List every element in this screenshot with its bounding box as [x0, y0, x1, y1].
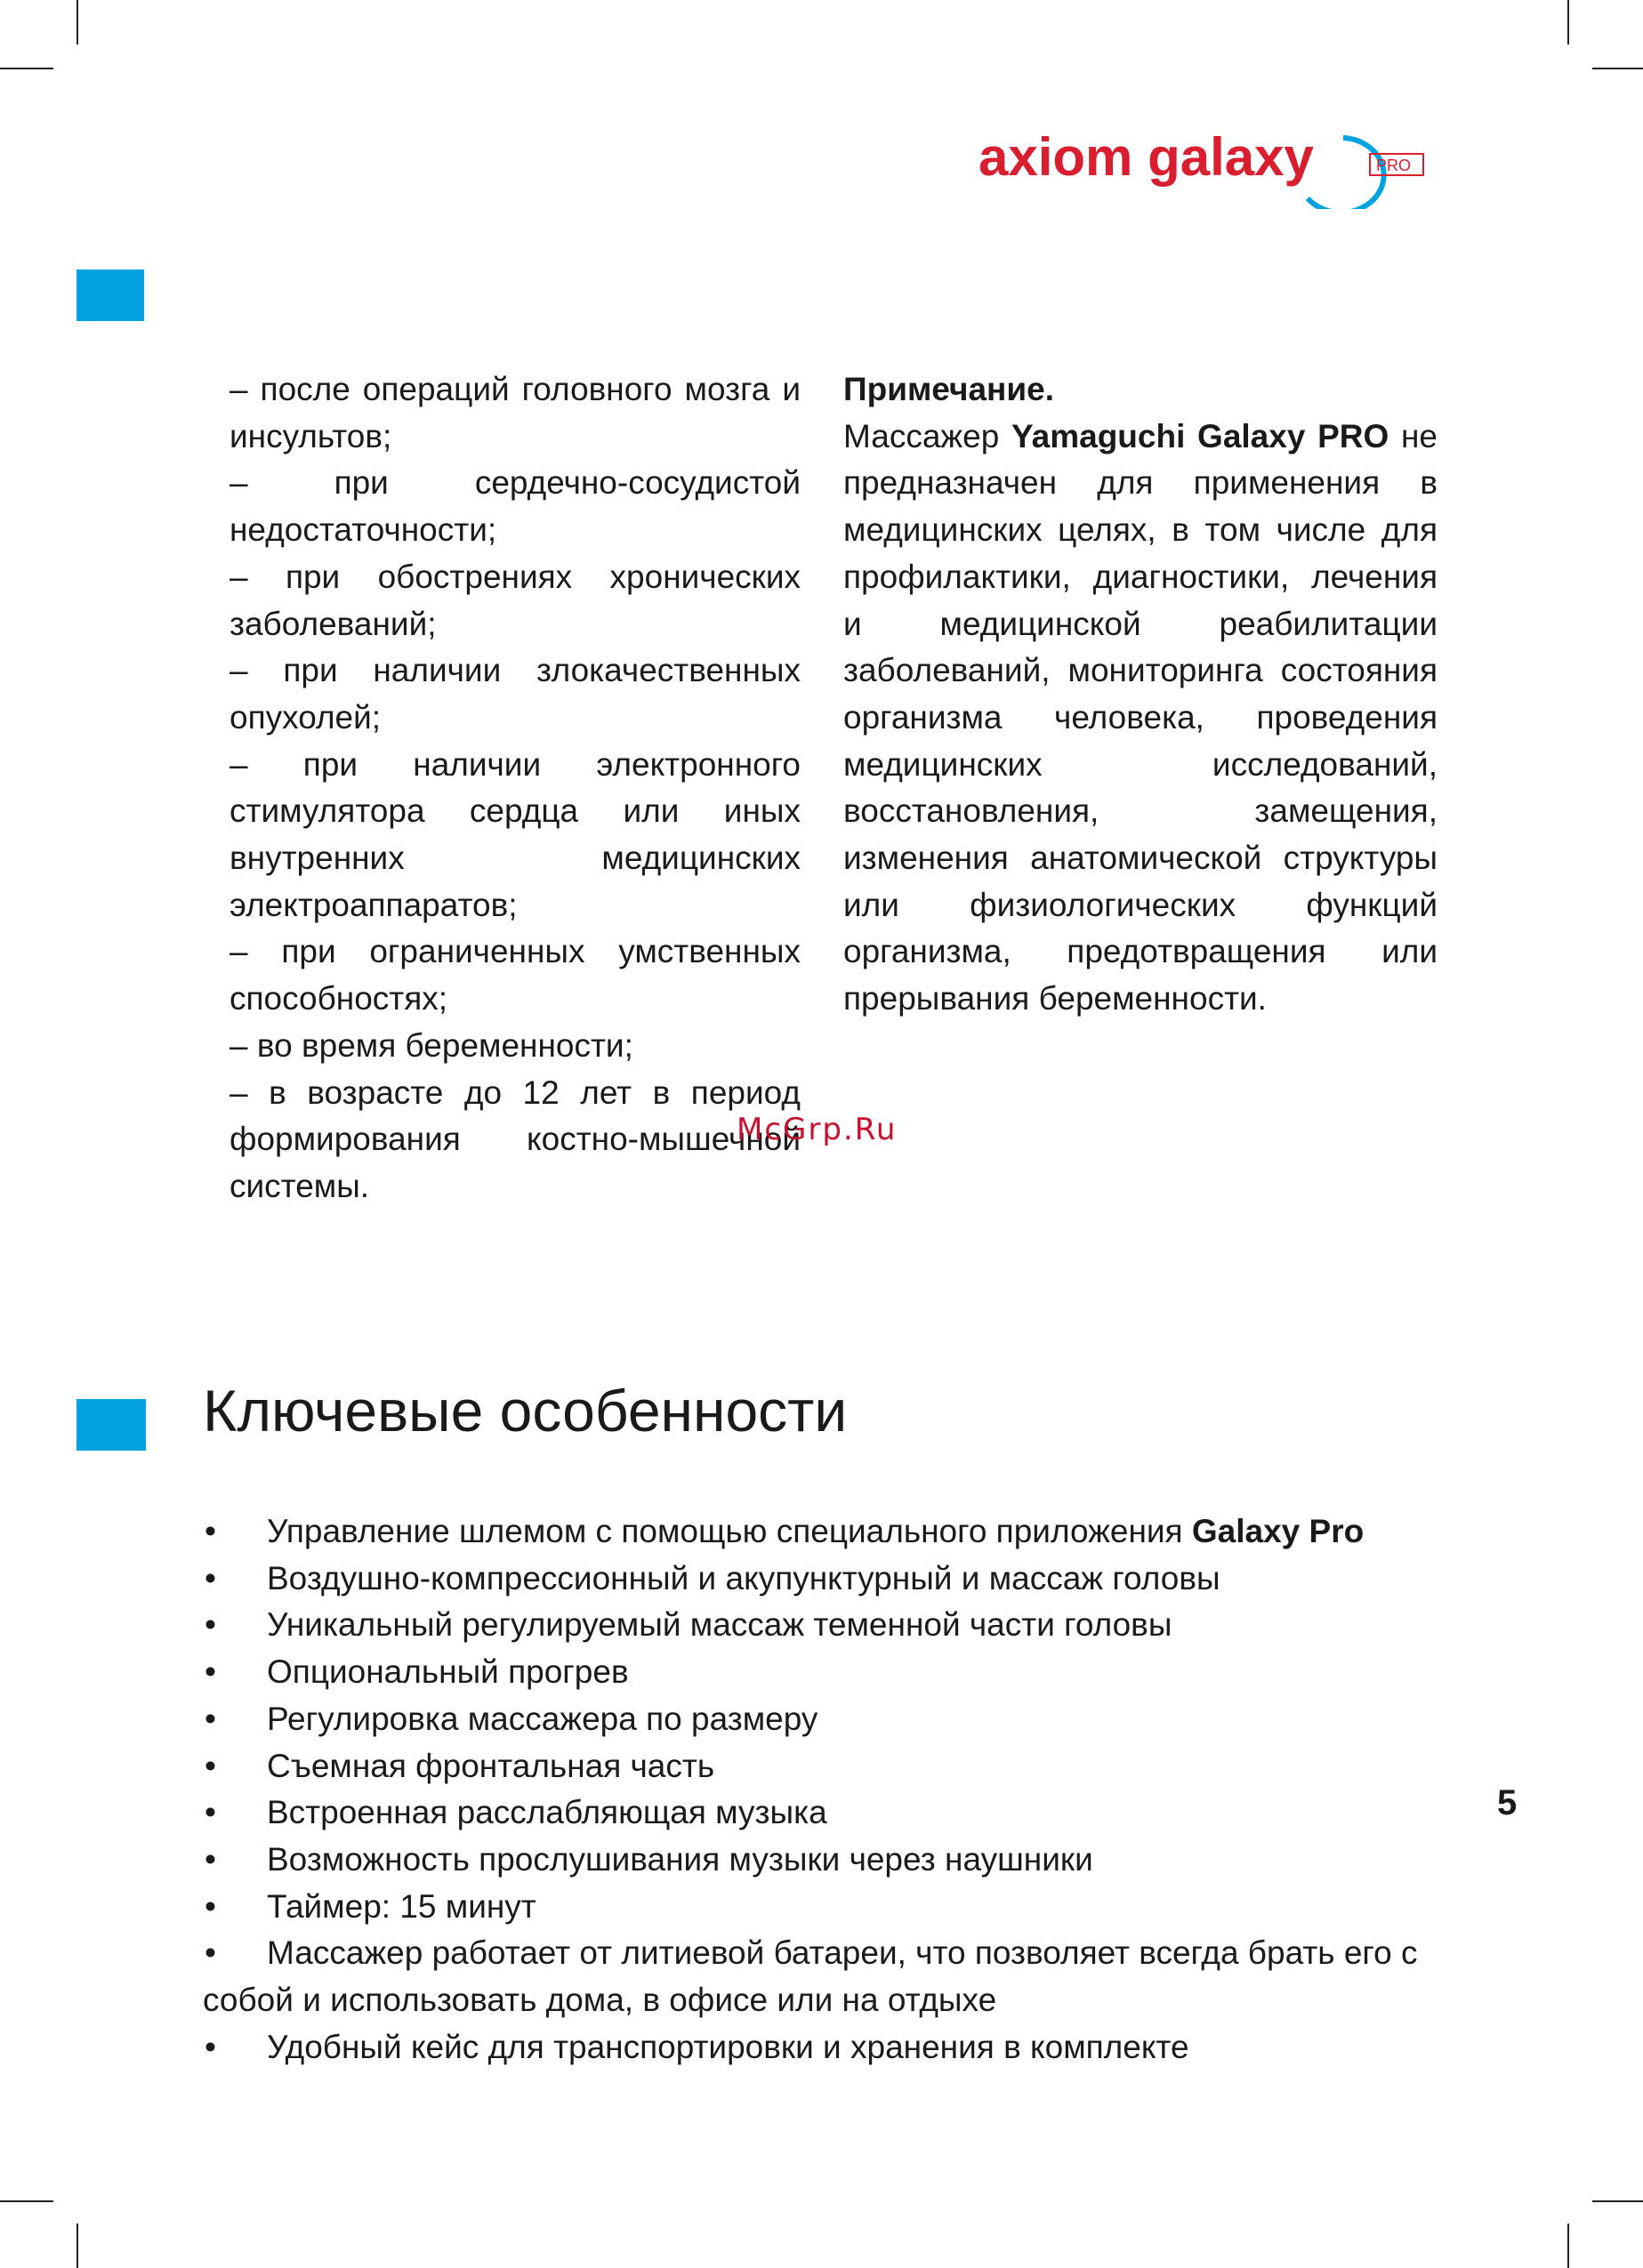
note-text-after: не предназначен для применения в медицинских целях, в том числе для профилактики, диагностики, лечения и медицинской реабилитации заболеваний, мониторинга состояния организма человека, проведения медицинских исследований, восстановления, замещения, изменения анатомической структуры или физиологических функций организма, предотвращения или прерывания беременности. [843, 417, 1438, 1017]
bullet: • [205, 1934, 216, 1972]
list-item: – при сердечно-сосудистой недостаточности; [230, 464, 801, 549]
bullet: • [205, 1606, 216, 1644]
crop-mark [0, 2200, 53, 2202]
feature-text: Воздушно-компрессионный и акупунктурный и массаж головы [267, 1559, 1220, 1596]
section-title: Ключевые особенности [203, 1378, 848, 1444]
bullet: • [205, 1653, 216, 1691]
page-number: 5 [1497, 1783, 1518, 1822]
bullet: • [205, 1559, 216, 1596]
note-text [843, 414, 1438, 1023]
list-item: – при наличии электронного стимулятора сердца или иных внутренних медицинских электроаппаратов; [230, 745, 801, 923]
feature-text: Встроенная расслабляющая музыка [267, 1794, 827, 1831]
section-marker [77, 269, 144, 321]
feature-item [203, 1649, 1448, 1696]
logo-wordmark: axiom galaxy [979, 127, 1314, 187]
feature-text: Опциональный прогрев [267, 1653, 629, 1691]
feature-text: Удобный кейс для транспортировки и хранения в комплекте [267, 2028, 1189, 2065]
feature-item [203, 1930, 1448, 2023]
watermark: McGrp.Ru [737, 1112, 898, 1147]
feature-text: Массажер работает от литиевой батареи, что позволяет всегда брать его с собой и использовать дома, в офисе или на отдыхе [203, 1934, 1418, 2019]
logo-suffix: PRO [1376, 157, 1412, 174]
feature-text: Съемная фронтальная часть [267, 1747, 715, 1784]
contraindications-list [230, 366, 801, 1210]
list-item: – при обострениях хронических заболеваний; [230, 558, 801, 642]
feature-item [203, 1837, 1448, 1884]
feature-text: Таймер: 15 минут [267, 1887, 536, 1925]
bullet: • [205, 1700, 216, 1737]
logo-swoosh [1308, 138, 1384, 209]
bullet: • [205, 2028, 216, 2065]
feature-item [203, 1884, 1448, 1931]
list-item: – в возрасте до 12 лет в период формирования костно-мышечной системы. [230, 1074, 801, 1204]
list-item: – при наличии злокачественных опухолей; [230, 652, 801, 736]
crop-mark [1592, 68, 1643, 69]
feature-text: Управление шлемом с помощью специального приложения [267, 1513, 1192, 1549]
feature-item [203, 1743, 1448, 1790]
product-name: Yamaguchi Galaxy PRO [1011, 417, 1389, 454]
feature-item [203, 1556, 1448, 1603]
feature-item [203, 1696, 1448, 1743]
feature-text: Уникальный регулируемый массаж теменной части головы [267, 1606, 1172, 1644]
bullet: • [205, 1840, 216, 1878]
note-title: Примечание. [843, 371, 1054, 407]
feature-item [203, 1789, 1448, 1837]
list-item: – во время беременности; [230, 1026, 633, 1064]
features-list [203, 1508, 1448, 2071]
list-item: – при ограниченных умственных способностях; [230, 933, 801, 1017]
crop-mark [1567, 0, 1569, 44]
crop-mark [1592, 2200, 1643, 2202]
bullet: • [205, 1794, 216, 1831]
crop-mark [0, 68, 53, 69]
bullet: • [205, 1887, 216, 1925]
list-item: – после операций головного мозга и инсультов; [230, 371, 801, 454]
crop-mark [77, 2224, 78, 2268]
crop-mark [1567, 2224, 1569, 2268]
feature-text: Регулировка массажера по размеру [267, 1700, 818, 1737]
feature-item [203, 1508, 1448, 1556]
feature-item [203, 1602, 1448, 1649]
brand-logo [979, 120, 1441, 209]
bullet: • [205, 1513, 216, 1549]
note-block [843, 366, 1438, 1023]
section-marker [77, 1399, 146, 1451]
note-text-before: Массажер [843, 417, 1011, 454]
feature-item [203, 2024, 1448, 2071]
crop-mark [77, 0, 78, 44]
feature-app-name: Galaxy Pro [1191, 1513, 1365, 1549]
feature-text: Возможность прослушивания музыки через наушники [267, 1840, 1093, 1878]
bullet: • [205, 1747, 216, 1784]
